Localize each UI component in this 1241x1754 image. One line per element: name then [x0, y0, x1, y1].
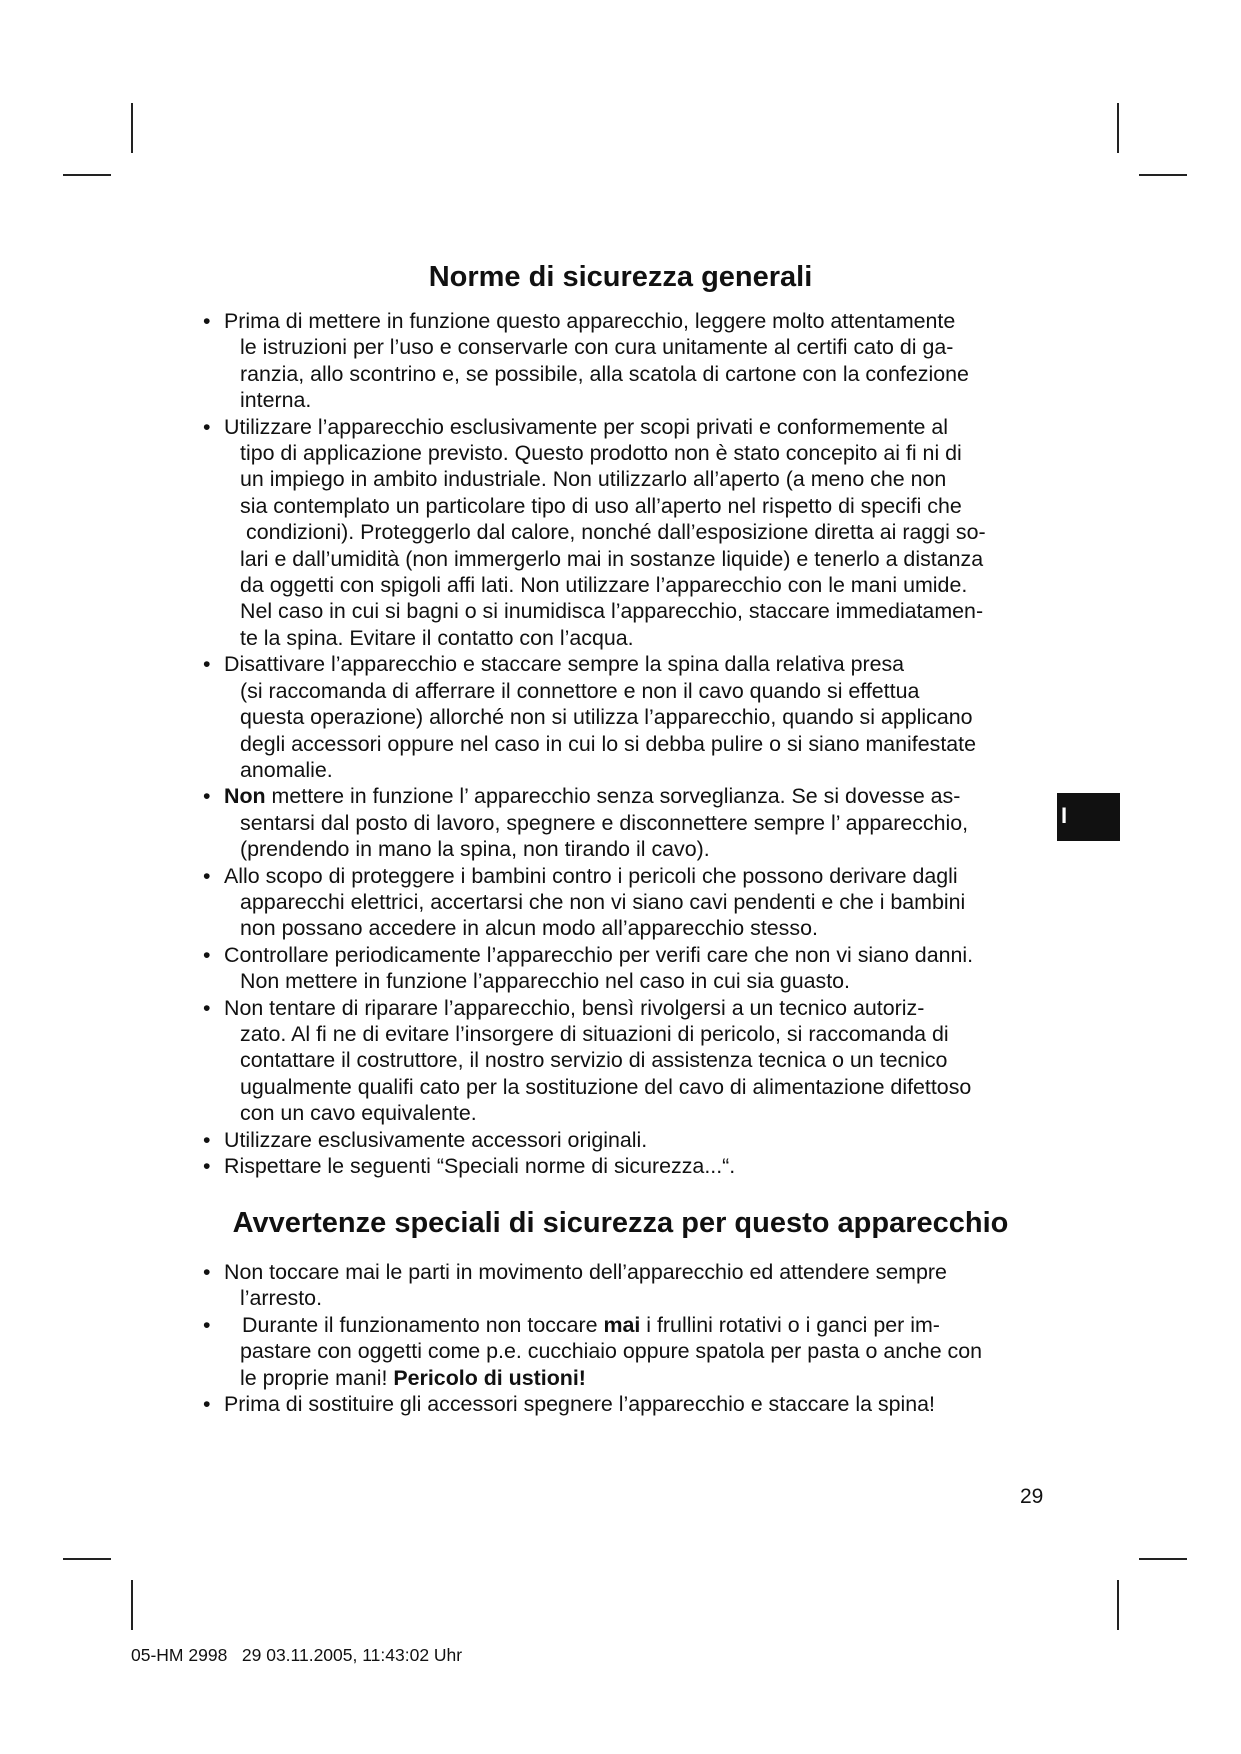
line: lari e dall’umidità (non immergerlo mai in sostanze liquide) e tenerlo a distanza — [240, 546, 984, 571]
line: Rispettare le seguenti “Speciali norme di sicurezza...“. — [224, 1154, 736, 1178]
line: sentarsi dal posto di lavoro, spegnere e disconnettere sempre l’ apparecchio, — [240, 810, 969, 835]
crop-mark — [63, 1558, 111, 1560]
line: (prendendo in mano la spina, non tirando il cavo). — [240, 837, 710, 862]
list-item — [200, 1153, 1060, 1179]
list-item — [200, 1312, 1060, 1391]
line: con un cavo equivalente. — [240, 1101, 477, 1126]
line: Prima di sostituire gli accessori spegnere l’apparecchio e staccare la spina! — [224, 1392, 935, 1417]
crop-mark — [1117, 1580, 1119, 1630]
line: Durante il funzionamento non toccare — [242, 1312, 604, 1337]
line: non possano accedere in alcun modo all’apparecchio stesso. — [240, 916, 818, 941]
line: i frullini rotativi o i ganci per im- — [640, 1312, 940, 1337]
line: le istruzioni per l’uso e conservarle con cura unitamente al certifi cato di ga- — [240, 335, 954, 360]
crop-mark — [131, 103, 133, 153]
list-item — [200, 995, 1060, 1127]
list-item — [200, 414, 1060, 652]
line: l’arresto. — [240, 1286, 323, 1311]
crop-mark — [1117, 103, 1119, 153]
list-item — [200, 783, 1060, 862]
crop-mark — [131, 1580, 133, 1630]
line: tipo di applicazione previsto. Questo prodotto non è stato concepito ai fi ni di — [240, 441, 962, 466]
list-item — [200, 1391, 1060, 1417]
line: te la spina. Evitare il contatto con l’acqua. — [240, 625, 634, 650]
line: Utilizzare l’apparecchio esclusivamente per scopi privati e conformemente al — [224, 414, 949, 439]
line: ranzia, allo scontrino e, se possibile, alla scatola di cartone con la confezione — [240, 361, 969, 386]
line: anomalie. — [240, 757, 333, 782]
crop-mark — [63, 174, 111, 176]
line: interna. — [240, 388, 312, 413]
page-number: 29 — [1020, 1485, 1044, 1508]
crop-mark — [1139, 1558, 1187, 1560]
line: Non mettere in funzione l’apparecchio nel caso in cui sia guasto. — [240, 969, 850, 994]
line: ugualmente qualifi cato per la sostituzione del cavo di alimentazione difettoso — [240, 1074, 972, 1099]
print-footer: 05-HM 2998 29 03.11.2005, 11:43:02 Uhr — [131, 1645, 463, 1665]
line: le proprie mani! — [240, 1365, 394, 1390]
line: degli accessori oppure nel caso in cui lo si debba pulire o si siano manifestate — [240, 731, 977, 756]
language-tab: I — [1057, 793, 1120, 841]
line: Non tentare di riparare l’apparecchio, bensì rivolgersi a un tecnico autoriz- — [224, 995, 925, 1020]
line: mettere in funzione l’ apparecchio senza sorveglianza. Se si dovesse as- — [265, 784, 961, 809]
line: Non toccare mai le parti in movimento dell’apparecchio ed attendere sempre — [224, 1260, 947, 1284]
line: Controllare periodicamente l’apparecchio per verifi care che non vi siano danni. — [224, 942, 974, 967]
bold-lead: Non — [224, 784, 266, 809]
crop-mark — [1139, 174, 1187, 176]
line: contattare il costruttore, il nostro servizio di assistenza tecnica o un tecnico — [240, 1048, 948, 1073]
line: Disattivare l’apparecchio e staccare sempre la spina dalla relativa presa — [224, 652, 905, 677]
list-item — [200, 1127, 1060, 1153]
bold-text: mai — [603, 1312, 641, 1337]
list-item — [200, 308, 1060, 414]
list-item — [200, 1259, 1060, 1312]
section-title-special-warnings: Avvertenze speciali di sicurezza per questo apparecchio — [232, 1207, 1009, 1239]
line: zato. Al fi ne di evitare l’insorgere di situazioni di pericolo, si raccomanda di — [240, 1021, 949, 1046]
line: Allo scopo di proteggere i bambini contro i pericoli che possono derivare dagli — [224, 863, 958, 888]
section-title-general-safety: Norme di sicurezza generali — [428, 261, 813, 293]
line: Nel caso in cui si bagni o si inumidisca l’apparecchio, staccare immediatamen- — [240, 599, 984, 624]
general-safety-list — [200, 308, 1060, 1179]
line: da oggetti con spigoli affi lati. Non utilizzare l’apparecchio con le mani umide. — [240, 573, 968, 598]
bold-warning: Pericolo di ustioni! — [393, 1365, 586, 1390]
line: Utilizzare esclusivamente accessori originali. — [224, 1127, 648, 1152]
line: un impiego in ambito industriale. Non utilizzarlo all’aperto (a meno che non — [240, 467, 947, 492]
line: pastare con oggetti come p.e. cucchiaio oppure spatola per pasta o anche con — [240, 1339, 983, 1364]
line: apparecchi elettrici, accertarsi che non vi siano cavi pendenti e che i bambini — [240, 889, 966, 914]
special-warnings-list — [200, 1259, 1060, 1417]
line: (si raccomanda di afferrare il connettore e non il cavo quando si effettua — [240, 678, 920, 703]
list-item — [200, 942, 1060, 995]
list-item — [200, 863, 1060, 942]
line: questa operazione) allorché non si utilizza l’apparecchio, quando si applicano — [240, 705, 973, 730]
line: Prima di mettere in funzione questo apparecchio, leggere molto attentamente — [224, 309, 956, 333]
line: sia contemplato un particolare tipo di uso all’aperto nel rispetto di specifi che — [240, 493, 962, 518]
line: condizioni). Proteggerlo dal calore, nonché dall’esposizione diretta ai raggi so- — [246, 520, 986, 545]
list-item — [200, 651, 1060, 783]
